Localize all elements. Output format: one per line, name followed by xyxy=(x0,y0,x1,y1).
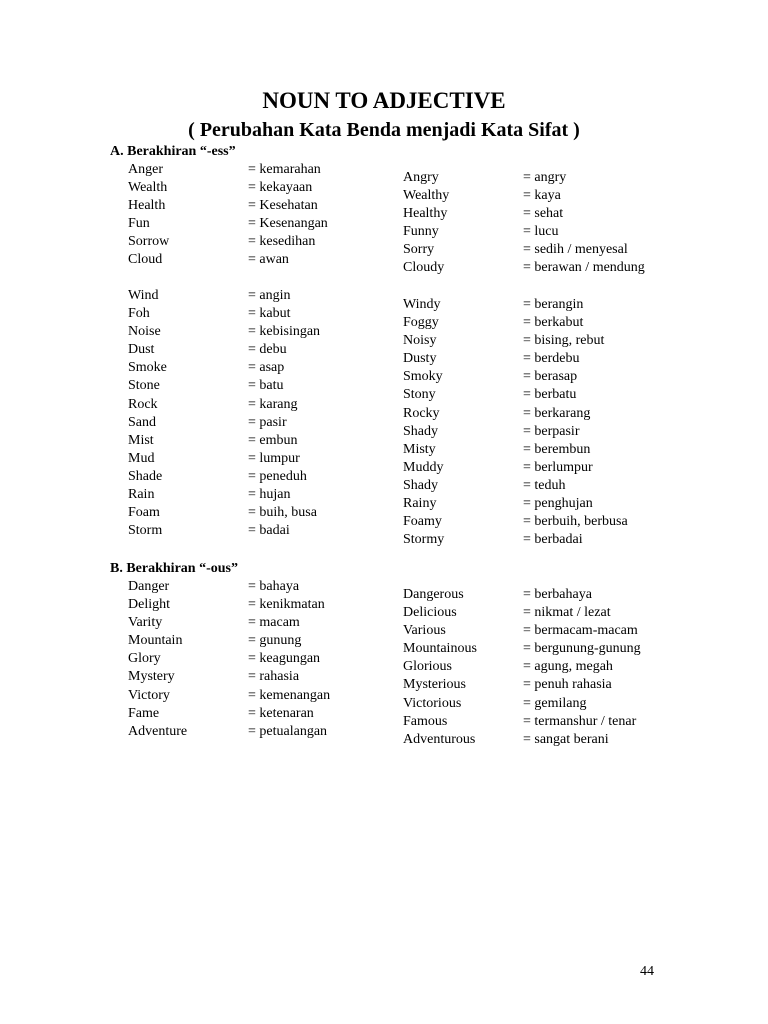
vocab-word: Sorry xyxy=(403,242,435,258)
vocab-meaning: = asap xyxy=(248,360,285,376)
vocab-meaning: = berkabut xyxy=(523,315,584,331)
adjective-row xyxy=(403,332,628,350)
adjective-row xyxy=(403,386,628,404)
vocab-word: Mountainous xyxy=(403,641,477,657)
noun-row xyxy=(128,432,320,450)
vocab-word: Various xyxy=(403,623,446,639)
noun-row xyxy=(128,359,320,377)
vocab-meaning: = rahasia xyxy=(248,669,300,685)
vocab-word: Muddy xyxy=(403,459,444,475)
vocab-meaning: = sedih / menyesal xyxy=(523,242,628,258)
noun-row xyxy=(128,723,330,741)
noun-row xyxy=(128,522,320,540)
vocab-word: Wealth xyxy=(128,180,168,196)
noun-row xyxy=(128,377,320,395)
vocab-meaning: = berdebu xyxy=(523,351,580,367)
vocab-meaning: = kebisingan xyxy=(248,324,321,340)
vocab-word: Foggy xyxy=(403,315,439,331)
vocab-meaning: = lucu xyxy=(523,224,559,240)
vocab-word: Windy xyxy=(403,297,441,312)
vocab-meaning: = batu xyxy=(248,378,284,394)
vocab-word: Sorrow xyxy=(128,234,170,250)
vocab-meaning: = kesedihan xyxy=(248,234,316,250)
vocab-meaning: = berawan / mendung xyxy=(523,260,645,276)
vocab-word: Mystery xyxy=(128,669,175,685)
vocab-meaning: = berbuih, berbusa xyxy=(523,514,628,530)
page-subtitle: ( Perubahan Kata Benda menjadi Kata Sifat ) xyxy=(188,119,580,141)
vocab-word: Noise xyxy=(128,324,161,340)
noun-row xyxy=(128,414,320,432)
adjective-row xyxy=(403,495,628,513)
vocab-word: Mud xyxy=(128,450,155,466)
vocab-meaning: = keagungan xyxy=(248,651,321,667)
vocab-meaning: = embun xyxy=(248,432,298,448)
vocab-meaning: = penghujan xyxy=(523,496,593,512)
section-a-nouns-list-1 xyxy=(128,161,328,270)
noun-row xyxy=(128,486,320,504)
adjective-row xyxy=(403,477,628,495)
adjective-row xyxy=(403,459,628,477)
adjective-row xyxy=(403,187,645,205)
vocab-meaning: = berembun xyxy=(523,441,591,457)
vocab-word: Stormy xyxy=(403,532,445,548)
noun-row xyxy=(128,305,320,323)
adjective-row xyxy=(403,676,641,694)
adjective-row xyxy=(403,731,641,749)
vocab-word: Rock xyxy=(128,396,158,412)
vocab-meaning: = petualangan xyxy=(248,723,328,739)
vocab-meaning: = kaya xyxy=(523,188,561,204)
vocab-word: Varity xyxy=(128,615,163,631)
vocab-meaning: = awan xyxy=(248,252,289,268)
vocab-word: Shade xyxy=(128,468,163,484)
adjective-row xyxy=(403,241,645,259)
vocab-meaning: = termanshur / tenar xyxy=(523,713,637,729)
adjective-row xyxy=(403,713,641,731)
adjective-row xyxy=(403,622,641,640)
vocab-word: Victory xyxy=(128,687,170,703)
adjective-row xyxy=(403,405,628,423)
vocab-word: Anger xyxy=(128,162,163,177)
vocab-word: Fame xyxy=(128,705,160,721)
vocab-word: Adventurous xyxy=(403,731,476,747)
section-b-heading: B. Berakhiran “-ous” xyxy=(110,561,238,576)
vocab-meaning: = gemilang xyxy=(523,695,587,711)
vocab-meaning: = Kesehatan xyxy=(248,198,318,214)
adjective-row xyxy=(403,205,645,223)
noun-row xyxy=(128,341,320,359)
vocab-word: Shady xyxy=(403,477,438,493)
vocab-word: Rocky xyxy=(403,405,440,421)
vocab-word: Rainy xyxy=(403,496,437,512)
noun-row xyxy=(128,215,328,233)
vocab-meaning: = bising, rebut xyxy=(523,333,605,349)
adjective-row xyxy=(403,531,628,549)
vocab-meaning: = hujan xyxy=(248,487,291,503)
vocab-word: Delight xyxy=(128,597,170,613)
vocab-meaning: = ketenaran xyxy=(248,705,314,721)
vocab-word: Danger xyxy=(128,579,170,594)
vocab-word: Victorious xyxy=(403,695,462,711)
vocab-meaning: = berbatu xyxy=(523,387,577,403)
page-number: 44 xyxy=(640,964,654,979)
noun-row xyxy=(128,650,330,668)
adjective-row xyxy=(403,350,628,368)
noun-row xyxy=(128,468,320,486)
vocab-meaning: = berpasir xyxy=(523,423,580,439)
adjective-row xyxy=(403,586,641,604)
vocab-meaning: = kabut xyxy=(248,306,291,322)
vocab-meaning: = kekayaan xyxy=(248,180,313,196)
vocab-meaning: = berbahaya xyxy=(523,587,592,602)
section-b-adjectives-list xyxy=(403,586,641,749)
adjective-row xyxy=(403,658,641,676)
vocab-meaning: = bahaya xyxy=(248,579,300,594)
vocab-word: Glory xyxy=(128,651,161,667)
vocab-meaning: = penuh rahasia xyxy=(523,677,612,693)
vocab-meaning: = Kesenangan xyxy=(248,216,328,232)
vocab-word: Cloud xyxy=(128,252,163,268)
vocab-meaning: = angry xyxy=(523,170,567,185)
noun-row xyxy=(128,596,330,614)
adjective-row xyxy=(403,314,628,332)
adjective-row xyxy=(403,223,645,241)
vocab-word: Healthy xyxy=(403,206,448,222)
noun-row xyxy=(128,396,320,414)
noun-row xyxy=(128,450,320,468)
noun-row xyxy=(128,233,328,251)
noun-row xyxy=(128,161,328,179)
vocab-meaning: = kemenangan xyxy=(248,687,331,703)
noun-row xyxy=(128,323,320,341)
noun-row xyxy=(128,668,330,686)
adjective-row xyxy=(403,169,645,187)
vocab-word: Fun xyxy=(128,216,150,232)
vocab-meaning: = nikmat / lezat xyxy=(523,605,611,621)
vocab-word: Dusty xyxy=(403,351,437,367)
noun-row xyxy=(128,614,330,632)
vocab-word: Mist xyxy=(128,432,154,448)
adjective-row xyxy=(403,259,645,277)
vocab-meaning: = sangat berani xyxy=(523,731,609,747)
page-title: NOUN TO ADJECTIVE xyxy=(262,88,506,113)
vocab-meaning: = buih, busa xyxy=(248,505,317,521)
vocab-word: Health xyxy=(128,198,166,214)
section-b-nouns-list xyxy=(128,578,330,741)
vocab-word: Sand xyxy=(128,414,156,430)
adjective-row xyxy=(403,296,628,314)
vocab-meaning: = berlumpur xyxy=(523,459,593,475)
vocab-word: Rain xyxy=(128,487,155,503)
vocab-meaning: = bergunung-gunung xyxy=(523,641,641,657)
section-a-heading: A. Berakhiran “-ess” xyxy=(110,144,236,159)
vocab-meaning: = peneduh xyxy=(248,468,307,484)
vocab-word: Angry xyxy=(403,170,439,185)
vocab-meaning: = kemarahan xyxy=(248,162,321,177)
vocab-word: Foam xyxy=(128,505,160,521)
adjective-row xyxy=(403,423,628,441)
vocab-word: Stony xyxy=(403,387,436,403)
section-a-nouns-list-2 xyxy=(128,287,320,540)
vocab-meaning: = karang xyxy=(248,396,298,412)
vocab-meaning: = macam xyxy=(248,615,300,631)
noun-row xyxy=(128,197,328,215)
vocab-meaning: = debu xyxy=(248,342,287,358)
vocab-meaning: = teduh xyxy=(523,477,566,493)
vocab-meaning: = berasap xyxy=(523,369,578,385)
vocab-word: Mountain xyxy=(128,633,183,649)
noun-row xyxy=(128,705,330,723)
vocab-word: Cloudy xyxy=(403,260,445,276)
vocab-word: Famous xyxy=(403,713,448,729)
vocab-meaning: = angin xyxy=(248,288,291,303)
vocab-meaning: = agung, megah xyxy=(523,659,613,675)
noun-row xyxy=(128,504,320,522)
adjective-row xyxy=(403,604,641,622)
section-a-adjectives-list-1 xyxy=(403,169,645,278)
vocab-word: Foh xyxy=(128,306,150,322)
adjective-row xyxy=(403,513,628,531)
vocab-meaning: = pasir xyxy=(248,414,287,430)
adjective-row xyxy=(403,441,628,459)
noun-row xyxy=(128,687,330,705)
vocab-word: Misty xyxy=(403,441,436,457)
vocab-word: Stone xyxy=(128,378,160,394)
vocab-meaning: = badai xyxy=(248,523,290,539)
vocab-word: Wind xyxy=(128,288,159,303)
vocab-word: Wealthy xyxy=(403,188,450,204)
vocab-word: Smoky xyxy=(403,369,443,385)
vocab-meaning: = gunung xyxy=(248,633,302,649)
vocab-word: Dangerous xyxy=(403,587,464,602)
vocab-meaning: = kenikmatan xyxy=(248,597,325,613)
noun-row xyxy=(128,179,328,197)
vocab-word: Mysterious xyxy=(403,677,466,693)
vocab-meaning: = bermacam-macam xyxy=(523,623,638,639)
vocab-word: Adventure xyxy=(128,723,188,739)
noun-row xyxy=(128,287,320,305)
vocab-word: Funny xyxy=(403,224,439,240)
section-a-adjectives-list-2 xyxy=(403,296,628,549)
vocab-word: Noisy xyxy=(403,333,437,349)
vocab-meaning: = berkarang xyxy=(523,405,591,421)
vocab-word: Dust xyxy=(128,342,155,358)
vocab-meaning: = berangin xyxy=(523,297,584,312)
adjective-row xyxy=(403,640,641,658)
vocab-word: Delicious xyxy=(403,605,457,621)
vocab-word: Smoke xyxy=(128,360,167,376)
vocab-meaning: = lumpur xyxy=(248,450,300,466)
noun-row xyxy=(128,632,330,650)
vocab-word: Storm xyxy=(128,523,163,539)
vocab-meaning: = sehat xyxy=(523,206,564,222)
vocab-word: Glorious xyxy=(403,659,452,675)
vocab-word: Foamy xyxy=(403,514,442,530)
vocab-word: Shady xyxy=(403,423,438,439)
noun-row xyxy=(128,251,328,269)
adjective-row xyxy=(403,695,641,713)
vocab-meaning: = berbadai xyxy=(523,532,583,548)
noun-row xyxy=(128,578,330,596)
adjective-row xyxy=(403,368,628,386)
